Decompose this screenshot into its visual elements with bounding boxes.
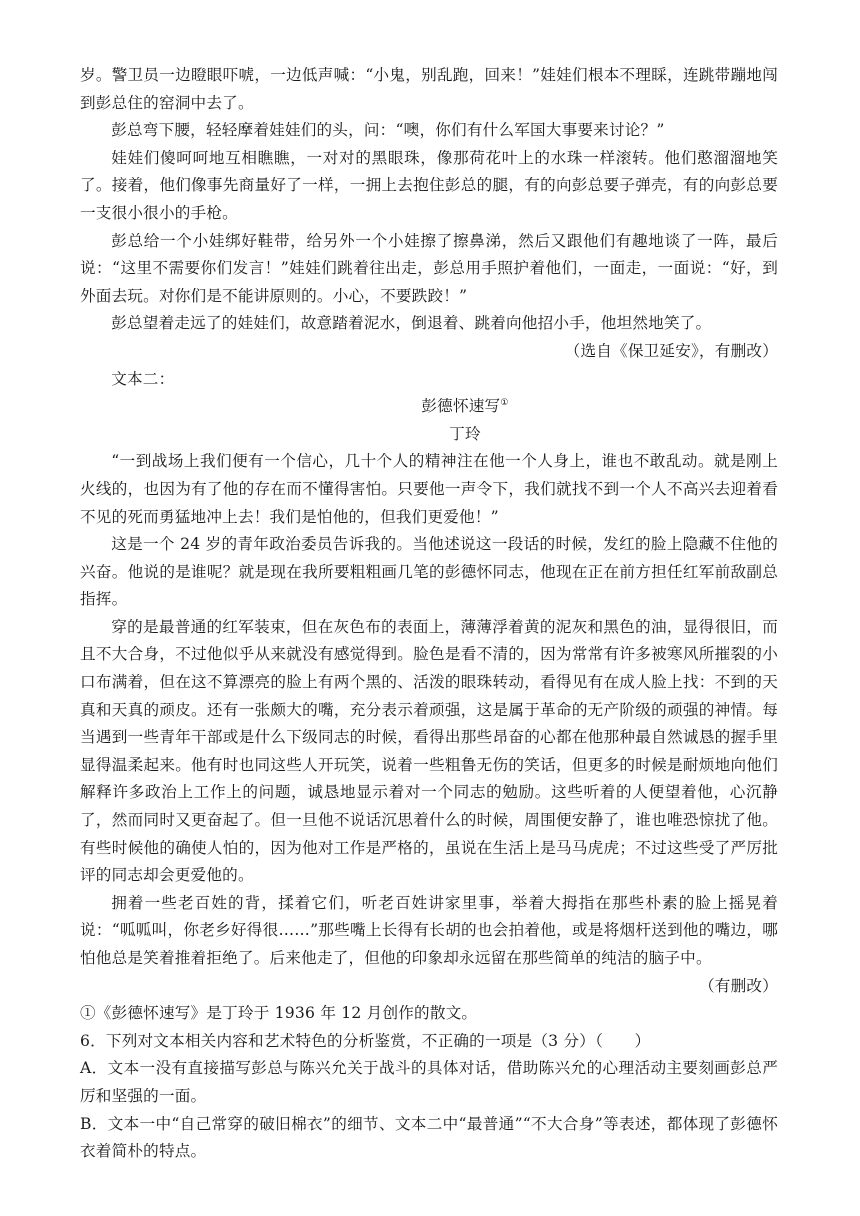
text2-title-text: 彭德怀速写 xyxy=(421,397,501,416)
text1-paragraph-1: 岁。警卫员一边瞪眼吓唬，一边低声喊：“小鬼，别乱跑，回来！”娃娃们根本不理睬，连跳带蹦地闯到彭总住的窑洞中去了。 xyxy=(80,66,778,112)
exam-page xyxy=(80,62,778,1166)
text2-paragraph-2: 这是一个 24 岁的青年政治委员告诉我的。当他述说这一段话的时候，发红的脸上隐藏不住他的兴奋。他说的是谁呢？就是现在我所要粗粗画几笔的彭德怀同志，他现在正在前方担任红军前敌副总指挥。 xyxy=(80,535,778,609)
option-b: B．文本一中“自己常穿的破旧棉衣”的细节、文本二中“最普通”“不大合身”等表述，都体现了彭德怀衣着简朴的特点。 xyxy=(80,1114,778,1161)
text1-source: （选自《保卫延安》，有删改） xyxy=(564,341,778,360)
text1-paragraph-3: 娃娃们傻呵呵地互相瞧瞧，一对对的黑眼珠，像那荷花叶上的水珠一样滚转。他们憨溜溜地笑了。接着，他们像事先商量好了一样，一拥上去抱住彭总的腿，有的向彭总要子弹壳，有的向彭总要一支很小很小的手枪。 xyxy=(80,148,778,222)
text2-author: 丁玲 xyxy=(449,424,481,443)
text2-paragraph-1: “一到战场上我们便有一个信心，几十个人的精神注在他一个人身上，谁也不敢乱动。就是刚上火线的，也因为有了他的存在而不懂得害怕。只要他一声令下，我们就找不到一个人不高兴去迎着看不见的死而勇猛地冲上去！我们是怕他的，但我们更爱他！” xyxy=(80,452,778,526)
question-6 xyxy=(80,1028,778,1166)
text2-title xyxy=(80,393,778,421)
text-one xyxy=(80,62,778,366)
footnote-mark: ① xyxy=(500,397,509,408)
text2-paragraph-3: 穿的是最普通的红军装束，但在灰色布的表面上，薄薄浮着黄的泥灰和黑色的油，显得很旧，而且不大合身，不过他似乎从来就没有感觉得到。脸色是看不清的，因为常常有许多被寒风所摧裂的小口布满着，但在这不算漂亮的脸上有两个黑的、活泼的眼珠转动，看得见有在成人脸上找：不到的天真和天真的顽皮。还有一张颇大的嘴，充分表示着顽强，这是属于革命的无产阶级的顽强的神情。每当遇到一些青年干部或是什么下级同志的时候，看得出那些昂奋的心都在他那种最自然诚恳的握手里显得温柔起来。他有时也同这些人开玩笑，说着一些粗鲁无伤的笑话，但更多的时候是耐烦地向他们解释许多政治上工作上的问题，诚恳地显示着对一个同志的勉励。这些听着的人便望着他，心沉静了，然而同时又更奋起了。但一旦他不说话沉思着什么的时候，周围便安静了，谁也唯恐惊扰了他。有些时候他的确使人怕的，因为他对工作是严格的，虽说在生活上是马马虎虎；不过这些受了严厉批评的同志却会更爱他的。 xyxy=(80,617,778,885)
footnote: ①《彭德怀速写》是丁玲于 1936 年 12 月创作的散文。 xyxy=(80,1004,478,1023)
text1-paragraph-4: 彭总给一个小娃绑好鞋带，给另外一个小娃擦了擦鼻涕，然后又跟他们有趣地谈了一阵，最后说：“这里不需要你们发言！”娃娃们跳着往出走，彭总用手照护着他们，一面走，一面说：“好，到外面去玩。对你们是不能讲原则的。小心，不要跌跤！” xyxy=(80,231,778,305)
option-a: A．文本一没有直接描写彭总与陈兴允关于战斗的具体对话，借助陈兴允的心理活动主要刻画彭总严厉和坚强的一面。 xyxy=(80,1059,778,1105)
text2-label: 文本二： xyxy=(111,369,175,388)
text2-paragraph-4: 拥着一些老百姓的背，揉着它们，听老百姓讲家里事，举着大拇指在那些朴素的脸上摇晃着说：“呱呱叫，你老乡好得很……”那些嘴上长得有长胡的也会拍着他，或是将烟杆送到他的嘴边，哪怕他总是笑着推着拒绝了。后来他走了，但他的印象却永远留在那些简单的纯洁的脑子中。 xyxy=(80,893,778,967)
text1-paragraph-5: 彭总望着走远了的娃娃们，故意踏着泥水，倒退着、跳着向他招小手，他坦然地笑了。 xyxy=(111,314,712,333)
text2-source: （有删改） xyxy=(699,976,778,995)
text1-paragraph-2: 彭总弯下腰，轻轻摩着娃娃们的头，问：“噢，你们有什么军国大事要来讨论？” xyxy=(111,121,665,140)
text-two xyxy=(80,366,778,1001)
question-stem: 6．下列对文本相关内容和艺术特色的分析鉴赏，不正确的一项是（3 分）（ ） xyxy=(80,1031,651,1050)
